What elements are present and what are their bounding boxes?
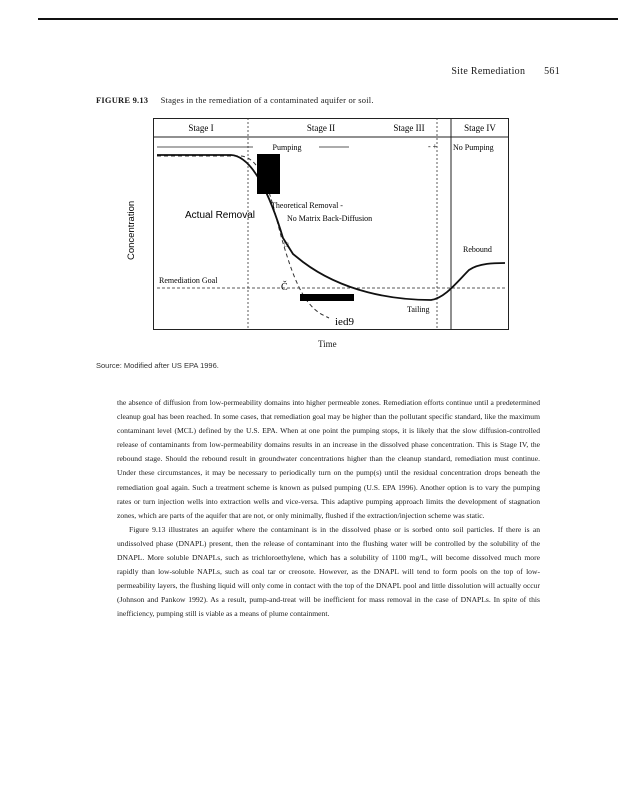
theoretical-label-line1: Theoretical Removal - <box>271 201 343 210</box>
running-head <box>451 66 560 77</box>
remediation-stages-figure <box>153 118 509 330</box>
y-axis-label: Concentration <box>126 200 137 260</box>
theoretical-label-line2: No Matrix Back-Diffusion <box>287 214 373 223</box>
pumping-label: Pumping <box>272 143 302 152</box>
stage-label-3: Stage III <box>393 123 425 133</box>
y-axis-label-wrapper <box>120 180 140 270</box>
curve-marker-box: □ <box>284 241 289 249</box>
goal-label: Remediation Goal <box>159 276 218 285</box>
stage-label-1: Stage I <box>188 123 214 133</box>
x-axis-label: Time <box>318 339 337 349</box>
top-rule <box>38 18 618 20</box>
stage-label-2: Stage II <box>306 123 336 133</box>
paragraph-1: the absence of diffusion from low-permeability domains into higher permeable zones. Remediation efforts continue until a predetermined cleanup goal has been reached. In some cases, that remediation goal may be higher than the pollutant specific standard, like the maximum contaminant level (MCL) defined by the U.S. EPA. When at one point the pumping stops, it is likely that the slow diffusion-controlled release of contaminants from low-permeability domains results in an increase in the dissolved phase concentration. This is Stage IV, the rebound stage. Should the rebound result in groundwater concentrations higher than the cleanup standard, remediation must continue. Under these circumstances, it may be necessary to periodically turn on the pump(s) until the residual concentration drops beneath the remediation goal again. Such a treatment scheme is known as pulsed pumping (U.S. EPA 1996). Another option is to vary the pumping rates or turn injection wells into extraction wells and vice-versa. This adaptive pumping approach limits the development of stagnation zones, which are parts of the aquifer that are not, or only minimally, flushed if the extraction/injection scheme was static. <box>117 398 540 520</box>
page-number: 561 <box>544 66 560 77</box>
body-text <box>117 396 540 622</box>
pump-toggle-mark: - + <box>428 142 438 151</box>
stage-label-4: Stage IV <box>464 123 496 133</box>
figure-source: Source: Modified after US EPA 1996. <box>96 361 219 370</box>
rebound-label: Rebound <box>463 245 492 254</box>
paragraph-2: Figure 9.13 illustrates an aquifer where the contaminant is in the dissolved phase or is sorbed onto soil particles. If there is an undissolved phase (DNAPL) present, then the release of contaminant into the flushing water will be controlled by the solubility of the DNAPL. More soluble DNAPLs, such as trichloroethylene, which has a solubility of 1100 mg/L, will become dissolved much more rapidly than low-soluble NAPLs, such as coal tar or creosote. However, as the DNAPL will tend to form pools on the top of low-permeability layers, the flushing liquid will only come in contact with the top of the DNAPL pool and little dissolution will actually occur (Johnson and Pankow 1992). As a result, pump-and-treat will be inefficient for mass removal in the case of DNAPLs. In spite of this inefficiency, pumping still is viable as a means of plume containment. <box>117 524 540 619</box>
redaction-block-lower <box>300 294 354 301</box>
figure-caption <box>96 95 374 105</box>
figure-caption-text: Stages in the remediation of a contaminated aquifer or soil. <box>160 95 374 105</box>
running-head-title: Site Remediation <box>451 66 526 77</box>
figure-caption-label: FIGURE 9.13 <box>96 95 149 105</box>
redaction-block-upper <box>257 154 280 194</box>
actual-label: Actual Removal <box>185 210 256 221</box>
ied-label: ied9 <box>335 316 354 328</box>
curve-marker-c: Č <box>281 282 288 293</box>
theoretical-removal-curve <box>157 156 329 318</box>
no-pumping-label: No Pumping <box>453 143 494 152</box>
tailing-label: Tailing <box>407 305 430 314</box>
